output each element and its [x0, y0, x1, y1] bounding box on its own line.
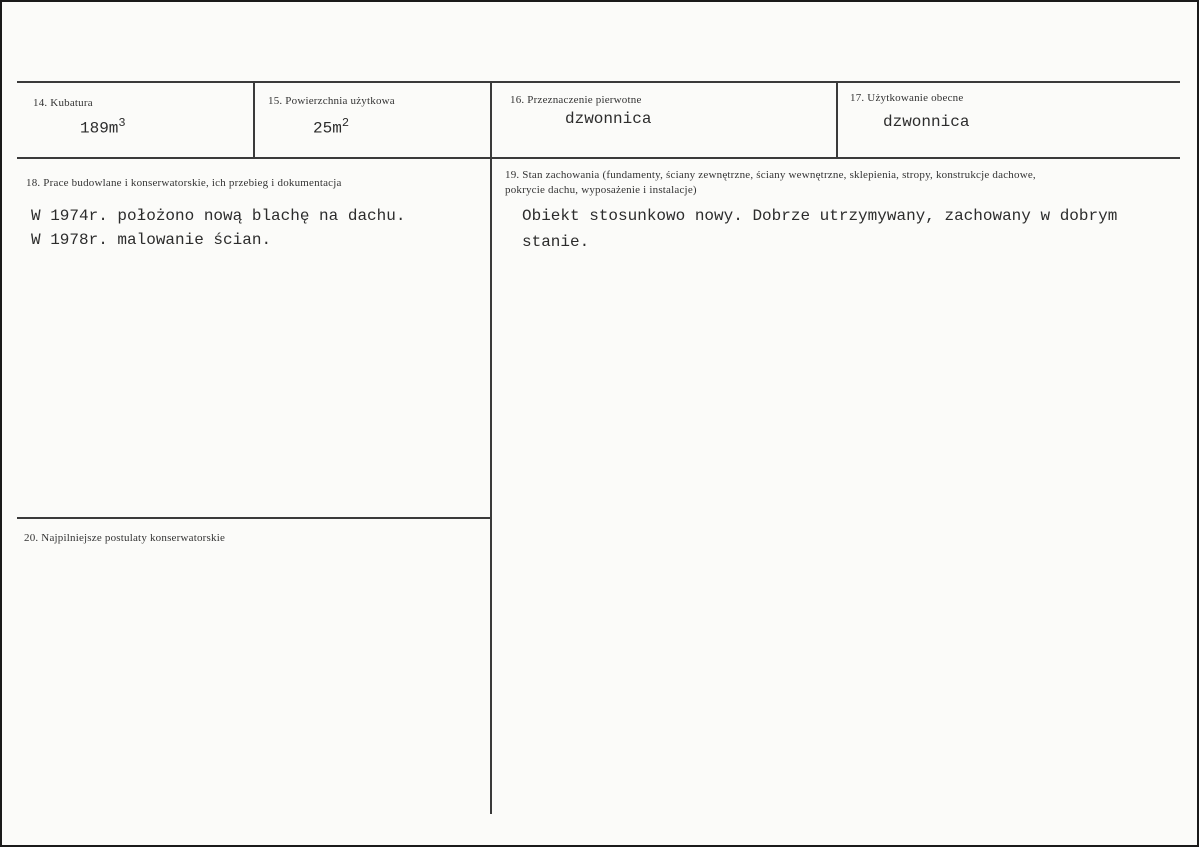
field-20-label: 20. Najpilniejsze postulaty konserwatorskie: [24, 532, 226, 544]
field-14-label: 14. Kubatura: [33, 97, 93, 109]
field-17-value: dzwonnica: [883, 113, 970, 131]
field-18-line: W 1974r. położono nową blachę na dachu.: [31, 207, 406, 225]
field-18-line: W 1978r. malowanie ścian.: [31, 231, 272, 249]
divider-15-16: [490, 82, 492, 814]
field-18-text: [31, 204, 405, 252]
field-16-value: dzwonnica: [565, 110, 652, 128]
field-16-label: 16. Przeznaczenie pierwotne: [510, 94, 642, 106]
row1-bottom-rule: [17, 157, 1180, 159]
field-19-line: stanie.: [522, 233, 590, 251]
field-14-value: $189m^3$: [80, 116, 126, 138]
divider-16-17: [836, 82, 838, 158]
field-17-label: 17. Użytkowanie obecne: [850, 92, 964, 104]
field-19-label: 19. Stan zachowania (fundamenty, ściany zewnętrzne, ściany wewnętrzne, sklepienia, stropy, konstrukcje dachowe, pokrycie dachu, wyposażenie i instalacje): [505, 169, 1036, 196]
field-15-label: 15. Powierzchnia użytkowa: [268, 95, 395, 107]
divider-14-15: [253, 82, 255, 158]
field-19-text: [522, 203, 1117, 255]
row2-left-bottom-rule: [17, 517, 491, 519]
field-18-label: 18. Prace budowlane i konserwatorskie, ich przebieg i dokumentacja: [26, 177, 342, 189]
field-19-line: Obiekt stosunkowo nowy. Dobrze utrzymywany, zachowany w dobrym: [522, 207, 1118, 225]
top-rule: [17, 81, 1180, 83]
field-15-value: $25m^2$: [313, 116, 350, 138]
record-card: [2, 2, 1197, 845]
